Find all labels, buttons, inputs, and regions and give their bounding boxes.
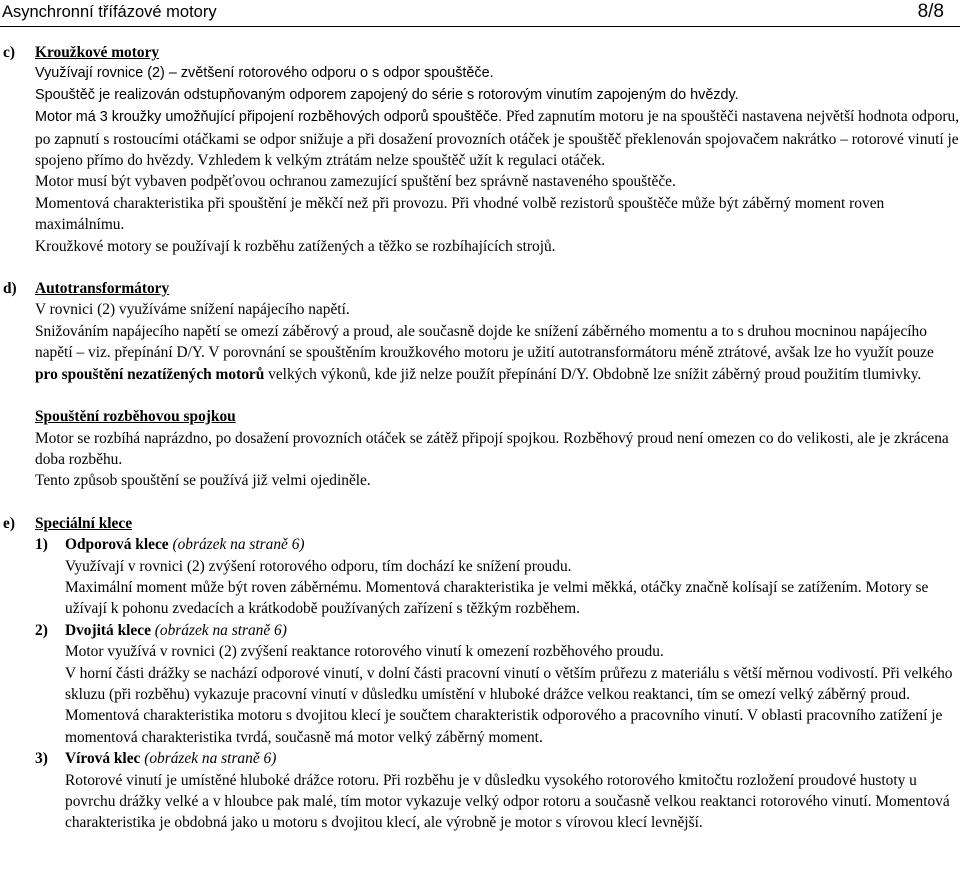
- body-paragraph: Využívají v rovnici (2) zvýšení rotorového odporu, tím dochází ke snížení proudu.: [65, 557, 572, 575]
- body-text: velkých výkonů, kde již nelze použít přepínání D/Y. Obdobně lze snížit záběrný proud použitím tlumivky.: [264, 365, 922, 383]
- body-paragraph: V rovnici (2) využíváme snížení napájecího napětí.: [35, 301, 350, 319]
- body-paragraph: [35, 106, 960, 171]
- item-title: Dvojitá klece (obrázek na straně 6): [65, 621, 287, 639]
- item-number: 3): [35, 750, 48, 768]
- item-title: Vírová klec (obrázek na straně 6): [65, 750, 277, 768]
- section-title: Spouštění rozběhovou spojkou: [35, 408, 236, 426]
- body-paragraph: Maximální moment může být roven záběrnému. Momentová charakteristika je velmi měkká, otáčky značně kolísají se zatížením. Motory se užívají k pohonu zvedacích a krátkodobě používaných zařízení s těžkým rozběhem.: [65, 578, 929, 618]
- body-paragraph: Kroužkové motory se používají k rozběhu zatížených a těžko se rozbíhajících strojů.: [35, 237, 556, 255]
- page-header: [0, 0, 960, 26]
- emphasis-text: pro spouštění nezatížených motorů: [35, 365, 265, 383]
- list-item: [35, 620, 960, 748]
- section-title: Speciální klece: [35, 514, 133, 532]
- body-paragraph: Motor se rozbíhá naprázdno, po dosažení provozních otáček se zátěž připojí spojkou. Rozběhový proud není omezen co do velikosti, ale je zkrácena doba rozběhu.: [35, 429, 949, 468]
- document-body: [0, 42, 960, 834]
- figure-reference: (obrázek na straně 6): [154, 621, 287, 639]
- body-line: Spouštěč je realizován odstupňovaným odporem zapojený do série s rotorovým vinutím zapojeným do hvězdy.: [35, 86, 739, 103]
- figure-reference: (obrázek na straně 6): [144, 750, 277, 768]
- figure-reference: (obrázek na straně 6): [172, 536, 305, 554]
- body-paragraph: Rotorové vinutí je umístěné hluboké drážce rotoru. Při rozběhu je v důsledku vysokého rotorového kmitočtu rozložení proudové hustoty u povrchu drážky velké a v hloubce pak malé, tím motor vykazuje velký odpor rotoru a současně velkou reaktanci rotorového vinutí. Momentová charakteristika je obdobná jako u motoru s dvojitou klecí, ale výrobně je motor s vírovou klecí levnější.: [65, 771, 950, 832]
- section-title: Kroužkové motory: [35, 44, 160, 61]
- header-rule: [0, 26, 960, 27]
- item-number: 1): [35, 536, 48, 554]
- section-marker: c): [3, 44, 15, 61]
- body-paragraph: V horní části drážky se nachází odporové vinutí, v dolní části pracovní vinutí o větším průřezu z materiálu s větší měrnou vodivostí. Při velkého skluzu (při rozběhu) vykazuje pracovní vinutí v důsledku umístění v hluboké drážce velkou reaktanci, tím se omezí velký záběrný proud. Momentová charakteristika motoru s dvojitou klecí je součtem charakteristik odporového a pracovního vinutí. V oblasti pracovního zatížení je momentová charakteristika tvrdá, současně má motor velký záběrný moment.: [65, 664, 953, 746]
- section-e: [0, 513, 960, 834]
- body-line: Využívají rovnice (2) – zvětšení rotorového odporu o s odpor spouštěče.: [35, 65, 494, 82]
- body-paragraph: Motor musí být vybaven podpěťovou ochranou zamezující spuštění bez správně nastaveného spouštěče.: [35, 173, 676, 191]
- section-spojka: [0, 406, 960, 492]
- body-paragraph: Motor využívá v rovnici (2) zvýšení reaktance rotorového vinutí k omezení rozběhového proudu.: [65, 643, 664, 661]
- section-marker: d): [3, 280, 17, 298]
- section-title: Autotransformátory: [35, 280, 170, 298]
- body-paragraph: Momentová charakteristika při spouštění je měkčí než při provozu. Při vhodné volbě rezistorů spouštěče může být záběrný moment roven maximálnímu.: [35, 194, 885, 234]
- section-c: [0, 42, 960, 257]
- item-title: Odporová klece (obrázek na straně 6): [65, 536, 305, 554]
- body-text: Snižováním napájecího napětí se omezí záběrový a proud, ale současně dojde ke snížení záběrného momentu a to s druhou mocninou napájecího napětí – viz. přepínání D/Y. V porovnání se spouštěním kroužkového motoru je užití autotransformátoru méně ztrátové, avšak lze ho využít pouze: [35, 322, 934, 362]
- body-paragraph: [35, 321, 960, 385]
- page-number: 8/8: [917, 1, 944, 22]
- section-d: [0, 278, 960, 385]
- item-number: 2): [35, 621, 48, 639]
- body-text: Před zapnutím motoru je na spouštěči nastavena největší hodnota odporu, po zapnutí s rostoucími otáčkami se odpor snižuje a při dosažení provozních otáček je spouštěč překlenován spojovačem nakrátko – rotorové vinutí je spojeno přímo do hvězdy. Vzhledem k velkým ztrátám nelze spouštěč užít k regulaci otáček.: [35, 108, 960, 170]
- document-title: Asynchronní třífázové motory: [2, 3, 217, 21]
- list-item: [35, 748, 960, 834]
- list-item: [35, 534, 960, 620]
- section-marker: e): [3, 514, 15, 532]
- body-line: Motor má 3 kroužky umožňující připojení rozběhových odporů spouštěče.: [35, 109, 503, 126]
- body-paragraph: Tento způsob spouštění se používá již velmi ojediněle.: [35, 472, 371, 490]
